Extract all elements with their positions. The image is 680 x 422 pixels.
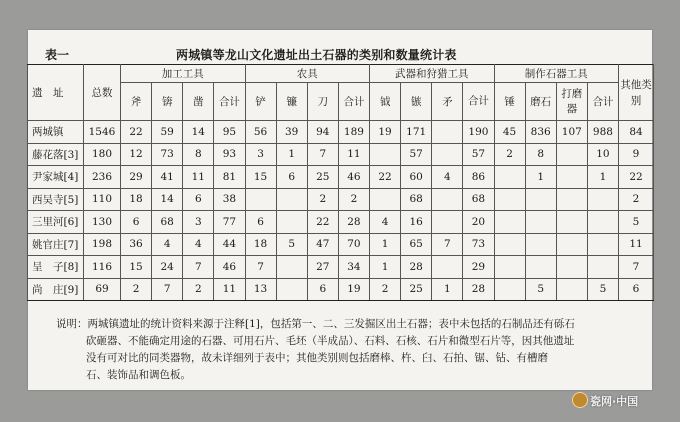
value-cell: 1: [370, 233, 401, 256]
value-cell: 11: [214, 278, 245, 301]
value-cell: 22: [121, 121, 152, 144]
value-cell: [556, 166, 587, 189]
value-cell: [494, 278, 525, 301]
header-group-toolmaking: 制作石器工具: [494, 65, 619, 83]
value-cell: 7: [245, 256, 276, 279]
site-name-cell: 三里河[6]: [28, 211, 84, 234]
value-cell: 73: [152, 143, 183, 166]
value-cell: 15: [245, 166, 276, 189]
header-arrowhead: 镞: [401, 83, 432, 121]
value-cell: 988: [587, 121, 618, 144]
value-cell: 28: [338, 211, 369, 234]
value-cell: [525, 256, 556, 279]
value-cell: 77: [214, 211, 245, 234]
value-cell: [432, 121, 463, 144]
header-subtotal-3: 合计: [463, 83, 494, 121]
value-cell: [432, 143, 463, 166]
site-name-cell: 西吴寺[5]: [28, 188, 84, 211]
value-cell: [370, 143, 401, 166]
value-cell: [525, 188, 556, 211]
table-row: [28, 211, 654, 234]
value-cell: 60: [401, 166, 432, 189]
header-subtotal-2: 合计: [338, 83, 369, 121]
header-whetstone: 磨石: [525, 83, 556, 121]
value-cell: 198: [84, 233, 121, 256]
value-cell: 2: [370, 278, 401, 301]
value-cell: [494, 188, 525, 211]
header-other: 其他类别: [619, 65, 654, 121]
value-cell: 36: [121, 233, 152, 256]
header-group-agricultural: 农具: [245, 65, 370, 83]
value-cell: [494, 233, 525, 256]
table-row: [28, 166, 654, 189]
value-cell: [370, 188, 401, 211]
value-cell: 41: [152, 166, 183, 189]
value-cell: [432, 256, 463, 279]
value-cell: 25: [401, 278, 432, 301]
header-group-processing: 加工工具: [121, 65, 246, 83]
table-note: [56, 316, 656, 384]
value-cell: 34: [338, 256, 369, 279]
value-cell: 2: [183, 278, 214, 301]
value-cell: [432, 211, 463, 234]
value-cell: [494, 166, 525, 189]
value-cell: 3: [245, 143, 276, 166]
value-cell: 2: [307, 188, 338, 211]
stats-table: [27, 64, 654, 301]
table-body: [28, 121, 654, 301]
value-cell: 59: [152, 121, 183, 144]
header-knife: 刀: [307, 83, 338, 121]
value-cell: 47: [307, 233, 338, 256]
watermark-logo-text: 瓷网·中国: [590, 395, 639, 408]
value-cell: [587, 233, 618, 256]
header-adze: 锛: [152, 83, 183, 121]
site-name-cell: 呈 子[8]: [28, 256, 84, 279]
value-cell: 22: [619, 166, 654, 189]
header-spear: 矛: [432, 83, 463, 121]
value-cell: 28: [463, 278, 494, 301]
value-cell: 11: [619, 233, 654, 256]
value-cell: 7: [183, 256, 214, 279]
value-cell: 94: [307, 121, 338, 144]
value-cell: 15: [121, 256, 152, 279]
value-cell: 19: [338, 278, 369, 301]
table-row: [28, 121, 654, 144]
value-cell: 7: [432, 233, 463, 256]
value-cell: 4: [152, 233, 183, 256]
value-cell: 46: [214, 256, 245, 279]
table-row: [28, 188, 654, 211]
value-cell: 57: [463, 143, 494, 166]
value-cell: [556, 256, 587, 279]
value-cell: [556, 233, 587, 256]
header-total: 总数: [84, 65, 121, 121]
value-cell: 6: [619, 278, 654, 301]
value-cell: 95: [214, 121, 245, 144]
value-cell: 45: [494, 121, 525, 144]
value-cell: 180: [84, 143, 121, 166]
value-cell: [432, 188, 463, 211]
value-cell: 6: [307, 278, 338, 301]
value-cell: 20: [463, 211, 494, 234]
value-cell: [525, 211, 556, 234]
value-cell: [276, 211, 307, 234]
value-cell: 18: [121, 188, 152, 211]
value-cell: 11: [183, 166, 214, 189]
value-cell: 8: [183, 143, 214, 166]
value-cell: [587, 256, 618, 279]
value-cell: 93: [214, 143, 245, 166]
header-spade: 铲: [245, 83, 276, 121]
header-row-groups: [28, 65, 654, 83]
header-axe: 斧: [121, 83, 152, 121]
value-cell: 4: [432, 166, 463, 189]
value-cell: [276, 188, 307, 211]
header-polisher: 打磨器: [556, 83, 587, 121]
value-cell: 46: [338, 166, 369, 189]
value-cell: 2: [338, 188, 369, 211]
value-cell: [276, 256, 307, 279]
value-cell: 44: [214, 233, 245, 256]
value-cell: 110: [84, 188, 121, 211]
header-hammer: 锤: [494, 83, 525, 121]
value-cell: 86: [463, 166, 494, 189]
value-cell: 1: [370, 256, 401, 279]
value-cell: 171: [401, 121, 432, 144]
value-cell: 6: [245, 211, 276, 234]
table-title: 两城镇等龙山文化遗址出土石器的类别和数量统计表: [176, 48, 457, 62]
value-cell: 29: [121, 166, 152, 189]
value-cell: 189: [338, 121, 369, 144]
note-line: 石、装饰品和调色板。: [86, 369, 191, 381]
value-cell: 65: [401, 233, 432, 256]
value-cell: [494, 211, 525, 234]
value-cell: 19: [370, 121, 401, 144]
value-cell: [556, 211, 587, 234]
site-name-cell: 藤花落[3]: [28, 143, 84, 166]
value-cell: 22: [370, 166, 401, 189]
value-cell: 236: [84, 166, 121, 189]
header-site: 遗 址: [28, 65, 84, 121]
value-cell: 1: [432, 278, 463, 301]
site-name-cell: 两城镇: [28, 121, 84, 144]
value-cell: 14: [152, 188, 183, 211]
note-line: 说明：两城镇遗址的统计资料来源于注释[1]，包括第一、二、三发掘区出土石器；表中未包括的石制品还有砾石: [56, 318, 575, 330]
table-row: [28, 143, 654, 166]
value-cell: 68: [152, 211, 183, 234]
site-name-cell: 姚官庄[7]: [28, 233, 84, 256]
value-cell: [587, 211, 618, 234]
value-cell: 2: [121, 278, 152, 301]
value-cell: 1: [525, 166, 556, 189]
value-cell: 11: [338, 143, 369, 166]
value-cell: [587, 188, 618, 211]
value-cell: 1: [587, 166, 618, 189]
value-cell: 29: [463, 256, 494, 279]
value-cell: 5: [525, 278, 556, 301]
value-cell: 2: [494, 143, 525, 166]
value-cell: 1546: [84, 121, 121, 144]
value-cell: 56: [245, 121, 276, 144]
header-sickle: 镰: [276, 83, 307, 121]
value-cell: 57: [401, 143, 432, 166]
site-name-cell: 尚 庄[9]: [28, 278, 84, 301]
value-cell: 13: [245, 278, 276, 301]
value-cell: 4: [183, 233, 214, 256]
table-row: [28, 233, 654, 256]
value-cell: 81: [214, 166, 245, 189]
value-cell: [525, 233, 556, 256]
value-cell: 2: [619, 188, 654, 211]
value-cell: 4: [370, 211, 401, 234]
watermark-logo-icon: [572, 392, 588, 408]
value-cell: 16: [401, 211, 432, 234]
value-cell: 25: [307, 166, 338, 189]
value-cell: 6: [276, 166, 307, 189]
value-cell: 9: [619, 143, 654, 166]
value-cell: 3: [183, 211, 214, 234]
table-row: [28, 278, 654, 301]
value-cell: 8: [525, 143, 556, 166]
value-cell: 28: [401, 256, 432, 279]
value-cell: 190: [463, 121, 494, 144]
value-cell: 7: [619, 256, 654, 279]
note-line: 砍砸器、不能确定用途的石器、可用石片、毛坯（半成品）、石料、石核、石片和微型石片等，因其他遗址: [86, 335, 575, 347]
value-cell: 73: [463, 233, 494, 256]
table-row: [28, 256, 654, 279]
header-chisel: 凿: [183, 83, 214, 121]
value-cell: 5: [619, 211, 654, 234]
value-cell: 39: [276, 121, 307, 144]
value-cell: 6: [121, 211, 152, 234]
value-cell: 12: [121, 143, 152, 166]
note-line: 没有可对比的同类器物，故未详细列于表中；其他类别则包括磨棒、杵、臼、石拍、锯、钻、有槽磨: [86, 352, 548, 364]
value-cell: 69: [84, 278, 121, 301]
value-cell: 22: [307, 211, 338, 234]
value-cell: 7: [152, 278, 183, 301]
value-cell: 116: [84, 256, 121, 279]
value-cell: [245, 188, 276, 211]
header-row-subtypes: [28, 83, 654, 121]
value-cell: 84: [619, 121, 654, 144]
header-yue: 钺: [370, 83, 401, 121]
value-cell: 6: [183, 188, 214, 211]
value-cell: 130: [84, 211, 121, 234]
value-cell: [494, 256, 525, 279]
value-cell: [556, 188, 587, 211]
value-cell: 68: [463, 188, 494, 211]
value-cell: 27: [307, 256, 338, 279]
value-cell: 7: [307, 143, 338, 166]
value-cell: 70: [338, 233, 369, 256]
value-cell: [556, 278, 587, 301]
value-cell: 836: [525, 121, 556, 144]
value-cell: 68: [401, 188, 432, 211]
value-cell: 5: [276, 233, 307, 256]
value-cell: 38: [214, 188, 245, 211]
value-cell: 18: [245, 233, 276, 256]
value-cell: 10: [587, 143, 618, 166]
value-cell: [276, 278, 307, 301]
header-group-weapons: 武器和狩猎工具: [370, 65, 495, 83]
value-cell: 14: [183, 121, 214, 144]
header-subtotal-1: 合计: [214, 83, 245, 121]
value-cell: 107: [556, 121, 587, 144]
table-label: 表一: [45, 48, 70, 62]
site-name-cell: 尹家城[4]: [28, 166, 84, 189]
value-cell: [556, 143, 587, 166]
header-subtotal-4: 合计: [587, 83, 618, 121]
value-cell: 5: [587, 278, 618, 301]
value-cell: 1: [276, 143, 307, 166]
value-cell: 24: [152, 256, 183, 279]
